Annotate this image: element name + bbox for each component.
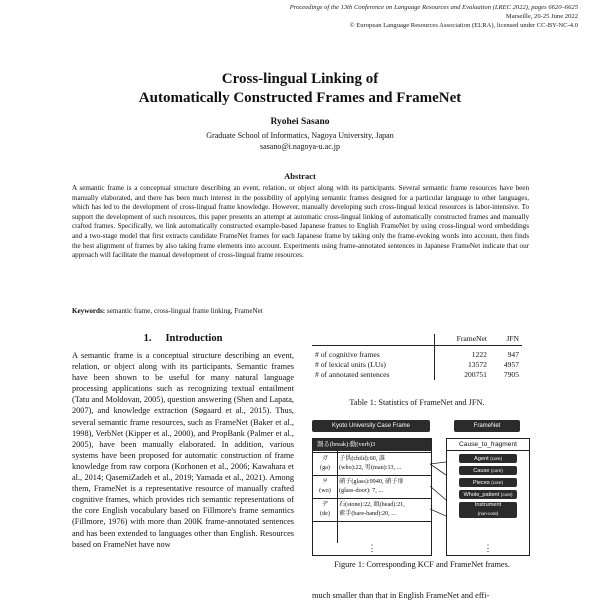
table-header-framenet: FrameNet	[434, 334, 490, 346]
frame-element-name: Cause	[473, 468, 490, 474]
title-line-2: Automatically Constructed Frames and FrameNet	[138, 90, 462, 106]
proceedings-header	[158, 3, 578, 30]
statistics-table	[312, 334, 522, 380]
kcf-title-label: Kyoto University Case Frame	[312, 420, 430, 432]
alignment-line-cause	[430, 464, 446, 475]
kcf-case-frame-box	[312, 438, 432, 556]
frame-element-pieces	[459, 478, 517, 487]
alignment-line-instrument	[430, 509, 446, 516]
kcf-more-dots: ⋮	[367, 543, 377, 553]
frame-element-name: Pieces	[472, 480, 490, 486]
frame-element-whole-patient	[459, 490, 517, 499]
introduction-paragraph: A semantic frame is a conceptual structure describing an event, relation, or object along with its participants. Semantic frames have been shown to be useful for many natural language processing applications such as recognizing textual entailment (Tatu and Moldovan, 2005), question answering (Shen and Lapata, 2007), and knowledge extraction (Søgaard et al., 2015). Thus, several semantic frame resources, such as FrameNet (Baker et al., 1998), VerbNet (Kipper et al., 2000), and PropBank (Palmer et al., 2005), have been manually elaborated. In addition, various systems have been proposed for automatic construction of frame knowledge from raw corpora (Korhonen et al., 2006; Kawahara et al., 2014; QasemiZadeh et al., 2019; Yamada et al., 2021). Among them, FrameNet is a representative resource of manually crafted cognitive frames, which provides rich semantic representations of the core English vocabulary based on Fillmore's frame semantics (Fillmore, 1976) with more than 200K frame-annotated sentences and has been extended to languages other than English. Resources based on FrameNet have now	[72, 351, 294, 549]
header-line-location: Marseille, 20-25 June 2022	[505, 13, 578, 20]
kcf-case-roman: (wo)	[319, 487, 331, 494]
author-affiliation-block	[0, 131, 600, 152]
table-cell-label: # of annotated sentences	[312, 370, 434, 380]
framenet-title-label: FrameNet	[454, 420, 520, 432]
kcf-fillers-line-1: 硝子(glass):9940, 硝子扉	[339, 478, 404, 485]
kcf-fillers-line-2: (who):22, 男(man):13, ...	[339, 464, 402, 471]
kcf-case-fillers	[339, 477, 429, 495]
kcf-case-row	[313, 498, 431, 521]
table-cell-framenet: 1222	[471, 350, 487, 359]
header-line-venue: Proceedings of the 13th Conference on Language Resources and Evaluation (LREC 2022), pages 6620–6625	[289, 4, 578, 11]
alignment-line-agent	[430, 462, 446, 464]
alignment-line-whole-patient	[430, 486, 446, 500]
frame-element-type: (core)	[490, 456, 502, 461]
column2-text: much smaller than that in English FrameNet and effi-	[312, 591, 490, 600]
paper-title	[0, 70, 600, 108]
table-row	[312, 346, 522, 361]
table-row	[312, 370, 522, 380]
kcf-case-kana: ヲ	[321, 478, 329, 485]
frame-element-type: (non-core)	[477, 510, 499, 516]
statistics-table-wrapper	[312, 334, 522, 380]
table-cell-label: # of lexical units (LUs)	[312, 360, 434, 370]
table-header-row	[312, 334, 522, 346]
frame-element-instrument	[459, 502, 517, 518]
table-cell-framenet: 13572	[467, 360, 487, 369]
kcf-fillers-line-2: 素手(bare-hand):20, ...	[339, 510, 396, 517]
kcf-frame-header: 割る(break):動(verb)3	[313, 439, 431, 451]
introduction-text	[72, 350, 294, 600]
figure-kcf-framenet	[312, 420, 532, 560]
table-header-jfn: JFN	[490, 334, 522, 346]
frame-element-cause	[459, 466, 517, 475]
kcf-fillers-line-1: 子供(child):60, 誰	[339, 455, 386, 462]
kcf-fillers-line-1: 石(stone):22, 頭(head):21,	[339, 501, 405, 508]
title-line-1: Cross-lingual Linking of	[221, 71, 379, 87]
table-cell-framenet: 200751	[464, 370, 487, 379]
figure-caption: Figure 1: Corresponding KCF and FrameNet frames.	[334, 560, 510, 569]
kcf-case-marker	[315, 454, 335, 472]
kcf-fillers-line-2: (glass-door): 7, ...	[339, 487, 383, 494]
framenet-frame-box	[446, 438, 530, 556]
abstract-heading: Abstract	[284, 171, 316, 181]
kcf-case-marker	[315, 500, 335, 518]
frame-element-name: Instrument	[474, 502, 502, 508]
keywords	[72, 307, 529, 315]
frame-element-type: (core)	[490, 468, 503, 473]
kcf-case-kana: ガ	[321, 455, 329, 462]
table-cell-jfn: 947	[507, 350, 519, 359]
kcf-case-fillers	[339, 454, 429, 472]
frame-element-name: Agent	[474, 456, 489, 462]
frame-element-name: Whole_patient	[463, 492, 500, 498]
kcf-case-marker	[315, 477, 335, 495]
keywords-text: semantic frame, cross-lingual frame linking, FrameNet	[106, 307, 263, 315]
keywords-label: Keywords:	[72, 307, 106, 315]
kcf-case-roman: (ga)	[320, 464, 330, 471]
section-title: Introduction	[165, 333, 223, 344]
kcf-case-row	[313, 475, 431, 498]
section-heading-introduction	[72, 333, 294, 344]
table-cell-label: # of cognitive frames	[312, 346, 434, 361]
kcf-row-divider	[313, 521, 431, 532]
kcf-case-fillers	[339, 500, 429, 518]
author-affiliation: Graduate School of Informatics, Nagoya University, Japan	[206, 131, 394, 140]
table-header-blank	[312, 334, 434, 346]
header-line-license: © European Language Resources Association (ELRA), licensed under CC-BY-NC-4.0	[349, 22, 578, 29]
framenet-more-dots: ⋮	[483, 543, 493, 553]
kcf-case-row	[313, 452, 431, 475]
section-number: 1.	[143, 333, 152, 344]
author-name: Ryohei Sasano	[270, 117, 330, 127]
kcf-case-kana: デ	[321, 501, 329, 508]
table-caption: Table 1: Statistics of FrameNet and JFN.	[349, 398, 485, 407]
abstract-text: A semantic frame is a conceptual structure describing an event, relation, or object along with its participants. Several semantic frame resources have been manually elaborated, and there has been much interest in the possibility of applying semantic frames designed for a particular language to other languages, which has led to the development of cross-lingual frame knowledge. However, manually developing such cross-lingual lexical resources is labor-intensive. To support the development of such resources, this paper presents an attempt at automatic cross-lingual linking of automatically constructed frames and manually crafted frames. Specifically, we link automatically constructed example-based Japanese frames to English FrameNet by using cross-lingual word embeddings and a two-stage model that first extracts candidate FrameNet frames for each Japanese frame by taking only the frame-evoking words into account, then finds the best alignment of frames by also taking frame elements into account. Experiments using frame-annotated sentences in Japanese FrameNet indicate that our approach will facilitate the manual development of cross-lingual frame resources.	[72, 184, 529, 260]
table-cell-jfn: 7905	[503, 370, 519, 379]
frame-element-agent	[459, 454, 517, 463]
frame-element-type: (core)	[491, 480, 504, 485]
author-email: sasano@i.nagoya-u.ac.jp	[259, 141, 340, 151]
frame-element-type: (core)	[500, 492, 513, 497]
kcf-case-roman: (de)	[320, 510, 330, 517]
table-row	[312, 360, 522, 370]
alignment-arrows	[430, 438, 446, 554]
framenet-frame-name: Cause_to_fragment	[447, 439, 529, 451]
table-cell-jfn: 4957	[503, 360, 519, 369]
